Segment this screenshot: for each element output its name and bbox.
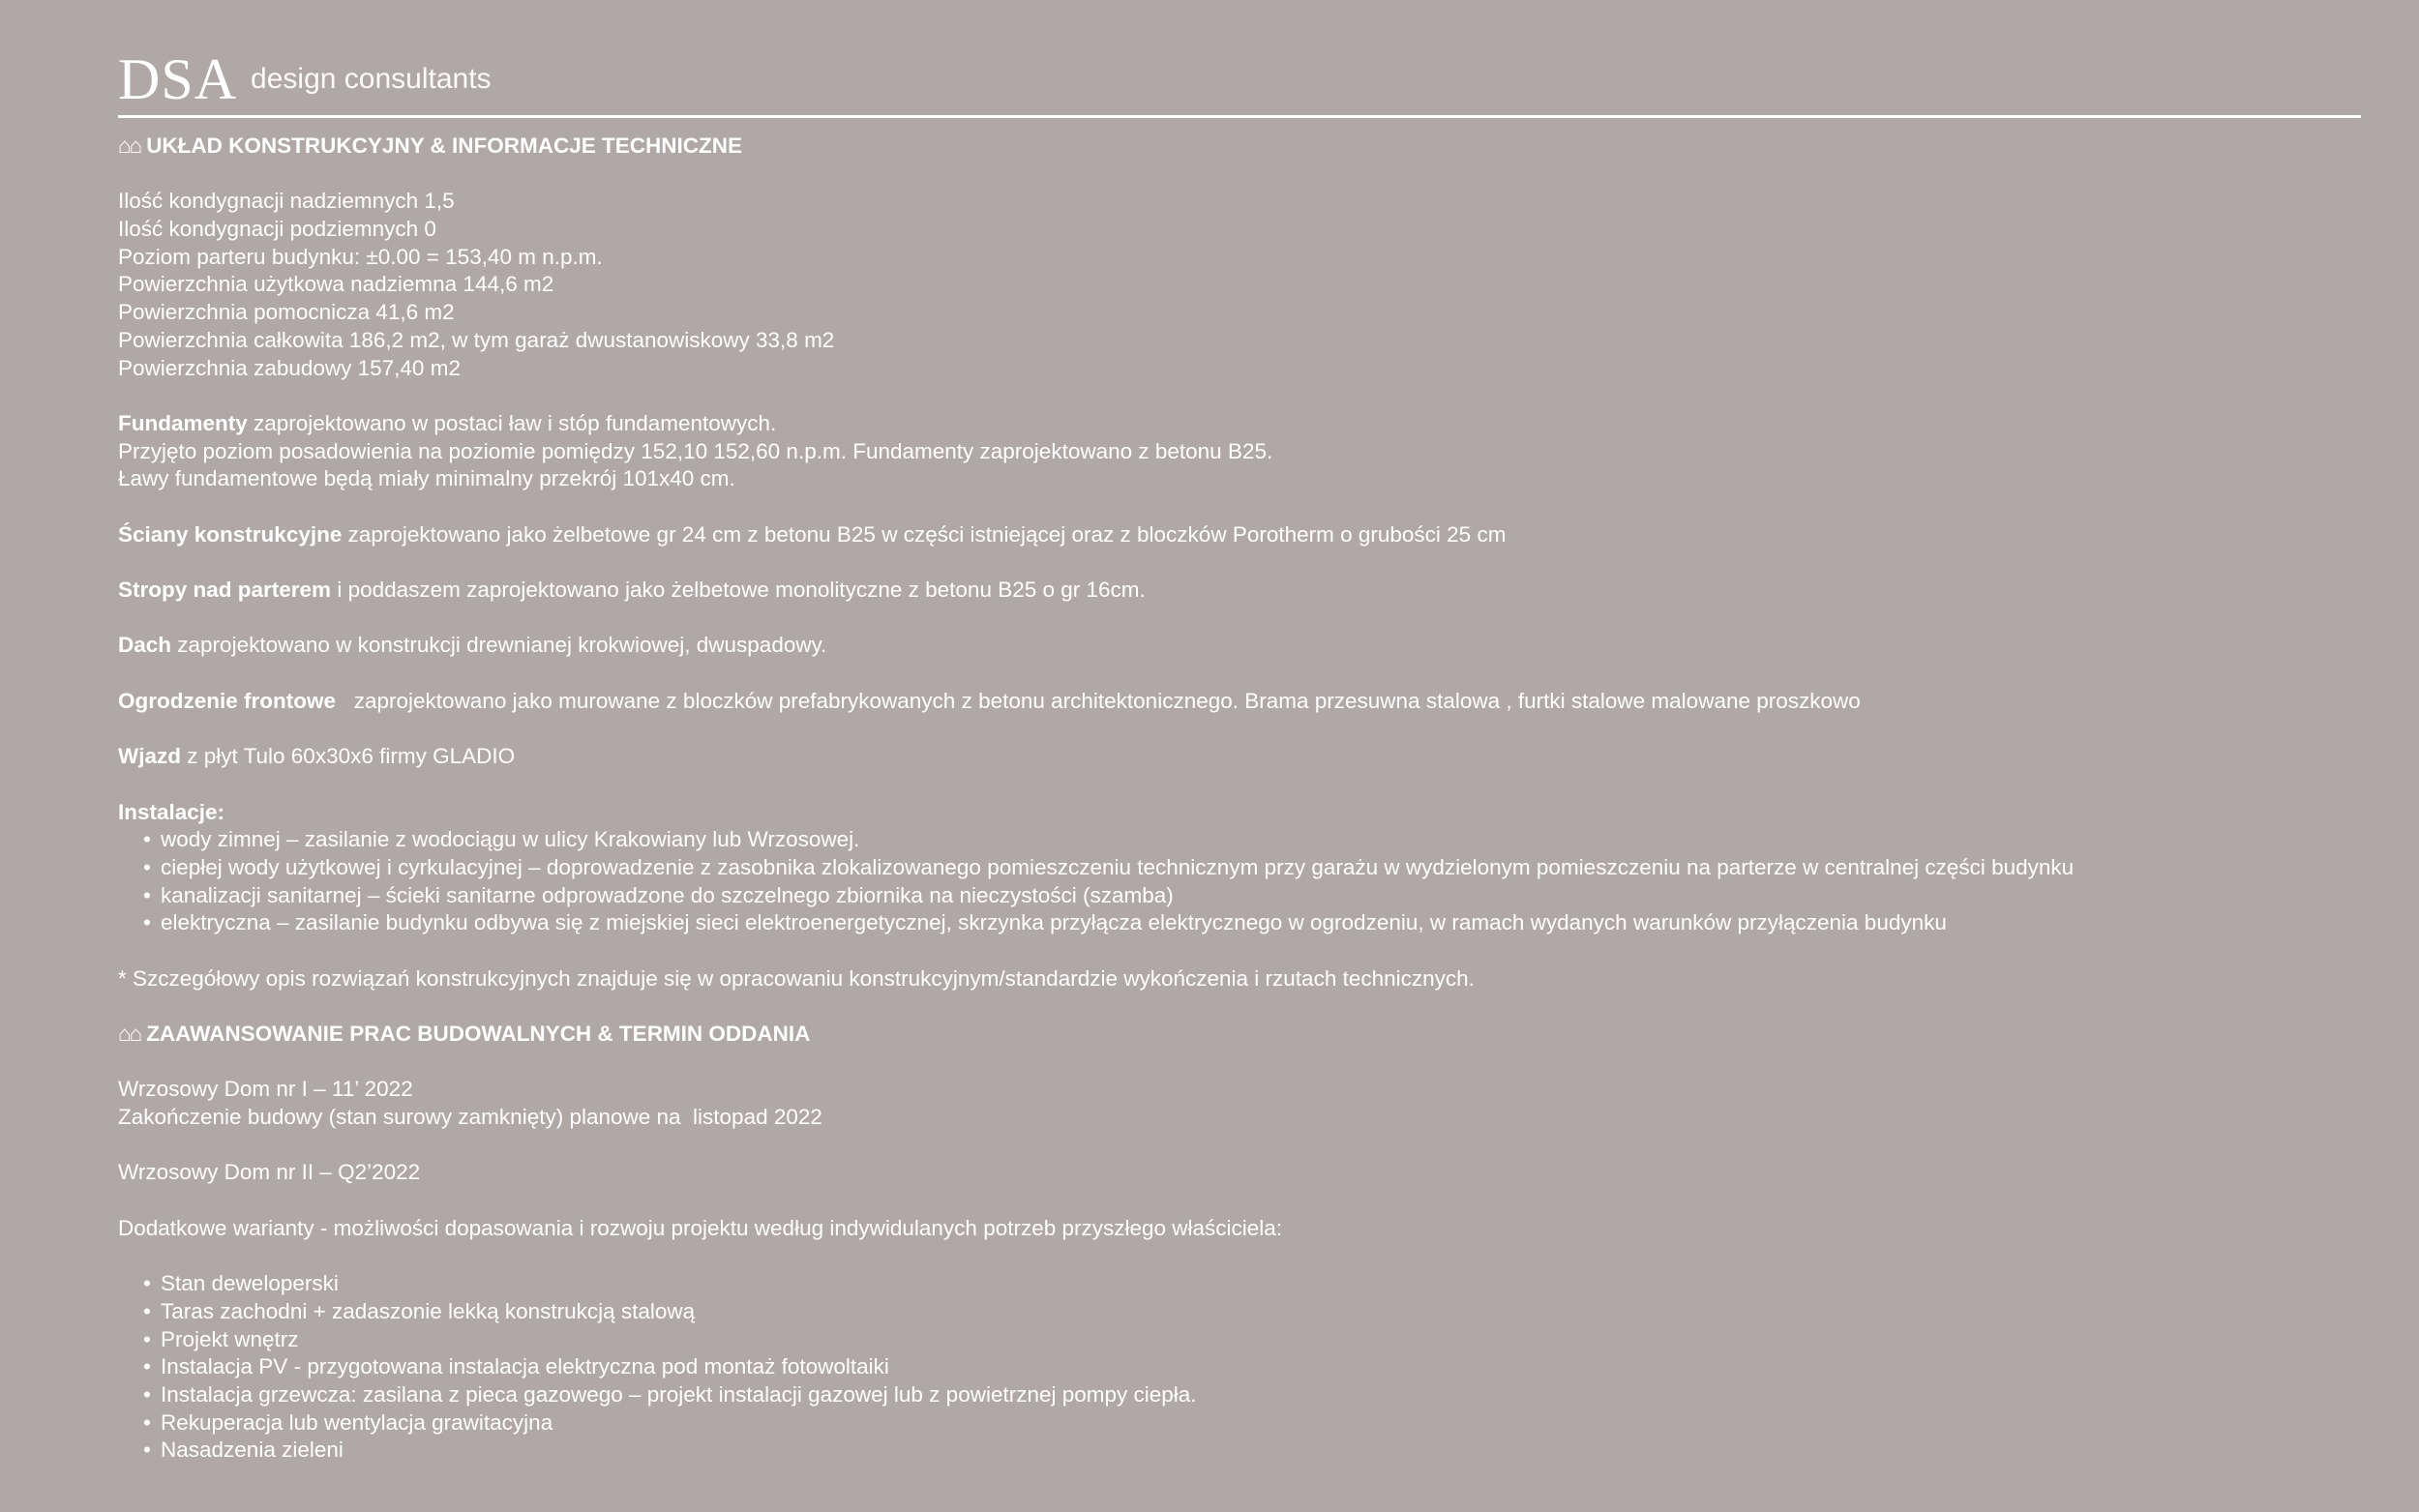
sciany-paragraph <box>118 521 2373 549</box>
spacer <box>118 993 2373 1021</box>
list-item <box>118 1353 2373 1381</box>
list-item-text: Taras zachodni + zadaszonie lekką konstrukcją stalową <box>161 1298 696 1323</box>
fundamenty-line-1 <box>118 410 2373 438</box>
warianty-list <box>118 1270 2373 1465</box>
spacer <box>118 493 2373 521</box>
stat-line: Powierzchnia całkowita 186,2 m2, w tym garaż dwustanowiskowy 33,8 m2 <box>118 327 835 352</box>
list-item <box>118 1270 2373 1298</box>
footnote: * Szczegółowy opis rozwiązań konstrukcyjnych znajduje się w opracowaniu konstrukcyjnym/standardzie wykończenia i rzutach technicznych. <box>118 965 1475 991</box>
list-item <box>118 1298 2373 1326</box>
wjazd-paragraph <box>118 743 2373 771</box>
spacer <box>118 161 2373 189</box>
bullet-icon: • <box>143 910 151 935</box>
spacer <box>118 937 2373 965</box>
wjazd-label: Wjazd <box>118 744 181 769</box>
dom2-title: Wrzosowy Dom nr II – Q2’2022 <box>118 1160 421 1185</box>
dom1-title: Wrzosowy Dom nr I – 11’ 2022 <box>118 1077 413 1102</box>
stropy-text: i poddaszem zaprojektowano jako żelbetowe monolityczne z betonu B25 o gr 16cm. <box>331 578 1146 602</box>
list-item-text: Projekt wnętrz <box>161 1326 299 1351</box>
stat-line: Powierzchnia pomocnicza 41,6 m2 <box>118 300 455 325</box>
bullet-icon: • <box>143 1271 151 1296</box>
house-icon: ⌂⌂ <box>118 133 141 158</box>
spacer <box>118 605 2373 633</box>
bullet-icon: • <box>143 1409 151 1435</box>
ogrodzenie-label: Ogrodzenie frontowe <box>118 688 336 713</box>
list-item <box>118 1409 2373 1438</box>
house-icon: ⌂⌂ <box>118 1022 141 1046</box>
list-item-text: Instalacja grzewcza: zasilana z pieca gazowego – projekt instalacji gazowej lub z powietrznej pompy ciepła. <box>161 1381 1197 1407</box>
spacer <box>118 1243 2373 1271</box>
page-header <box>118 46 2361 116</box>
logo-sub-text: design consultants <box>251 63 492 95</box>
instalacje-list <box>118 826 2373 937</box>
instalacje-label: Instalacje: <box>118 799 225 824</box>
list-item-text: Nasadzenia zieleni <box>161 1438 343 1463</box>
list-item <box>118 1437 2373 1465</box>
fundamenty-paragraph <box>118 410 2373 493</box>
stat-line: Powierzchnia zabudowy 157,40 m2 <box>118 355 461 380</box>
list-item-text: elektryczna – zasilanie budynku odbywa się z miejskiej sieci elektroenergetycznej, skrzynka przyłącza elektrycznego w ogrodzeniu, w ramach wydanych warunków przyłączenia budynku <box>161 910 1947 935</box>
list-item-text: Rekuperacja lub wentylacja grawitacyjna <box>161 1409 553 1435</box>
bullet-icon: • <box>143 882 151 907</box>
spacer <box>118 1049 2373 1077</box>
bullet-icon: • <box>143 1298 151 1323</box>
stat-line: Ilość kondygnacji nadziemnych 1,5 <box>118 189 455 214</box>
list-item <box>118 826 2373 854</box>
bullet-icon: • <box>143 1381 151 1407</box>
document-body <box>118 133 2373 1465</box>
sciany-label: Ściany konstrukcyjne <box>118 521 343 547</box>
section-heading-progress <box>118 1021 2373 1049</box>
section-heading-text: UKŁAD KONSTRUKCYJNY & INFORMACJE TECHNICZNE <box>146 133 743 158</box>
dach-label: Dach <box>118 633 172 658</box>
fundamenty-label: Fundamenty <box>118 410 248 435</box>
fundamenty-line-2: Przyjęto poziom posadowienia na poziomie pomiędzy 152,10 152,60 n.p.m. Fundamenty zaprojektowano z betonu B25. <box>118 438 1273 463</box>
stat-line: Powierzchnia użytkowa nadziemna 144,6 m2 <box>118 272 554 297</box>
fundamenty-text: zaprojektowano w postaci ław i stóp fundamentowych. <box>247 410 777 435</box>
spacer <box>118 548 2373 577</box>
spacer <box>118 1132 2373 1160</box>
ogrodzenie-paragraph <box>118 688 2373 716</box>
list-item <box>118 1326 2373 1354</box>
list-item <box>118 1381 2373 1409</box>
list-item-text: Instalacja PV - przygotowana instalacja elektryczna pod montaż fotowoltaiki <box>161 1354 889 1379</box>
spacer <box>118 660 2373 688</box>
list-item-text: Stan deweloperski <box>161 1271 339 1296</box>
bullet-icon: • <box>143 827 151 852</box>
section-heading-construction <box>118 133 2373 161</box>
bullet-icon: • <box>143 1438 151 1463</box>
list-item-text: kanalizacji sanitarnej – ścieki sanitarne odprowadzone do szczelnego zbiornika na nieczystości (szamba) <box>161 882 1174 907</box>
bullet-icon: • <box>143 1326 151 1351</box>
stropy-label: Stropy nad parterem <box>118 578 332 602</box>
header-divider <box>118 115 2361 118</box>
fundamenty-line-3: Ławy fundamentowe będą miały minimalny przekrój 101x40 cm. <box>118 466 735 491</box>
wjazd-text: z płyt Tulo 60x30x6 firmy GLADIO <box>181 744 516 769</box>
spacer <box>118 715 2373 743</box>
spacer <box>118 382 2373 410</box>
dsa-logo <box>118 46 492 112</box>
spacer <box>118 771 2373 799</box>
bullet-icon: • <box>143 854 151 879</box>
sciany-text: zaprojektowano jako żelbetowe gr 24 cm z betonu B25 w części istniejącej oraz z bloczków Porotherm o grubości 25 cm <box>342 521 1507 547</box>
list-item <box>118 909 2373 937</box>
spacer <box>118 1187 2373 1215</box>
dach-paragraph <box>118 632 2373 660</box>
ogrodzenie-text: zaprojektowano jako murowane z bloczków prefabrykowanych z betonu architektonicznego. Brama przesuwna stalowa , furtki stalowe malowane proszkowo <box>336 688 1861 713</box>
bullet-icon: • <box>143 1354 151 1379</box>
dom1-detail: Zakończenie budowy (stan surowy zamknięty) planowe na listopad 2022 <box>118 1105 822 1130</box>
logo-main-text: DSA <box>118 47 238 111</box>
list-item <box>118 882 2373 910</box>
stat-line: Ilość kondygnacji podziemnych 0 <box>118 217 436 242</box>
warianty-intro: Dodatkowe warianty - możliwości dopasowania i rozwoju projektu według indywidulanych potrzeb przyszłego właściciela: <box>118 1215 1283 1240</box>
dach-text: zaprojektowano w konstrukcji drewnianej krokwiowej, dwuspadowy. <box>171 633 827 658</box>
building-stats-list <box>118 188 2373 382</box>
list-item-text: wody zimnej – zasilanie z wodociągu w ulicy Krakowiany lub Wrzosowej. <box>161 827 860 852</box>
list-item-text: ciepłej wody użytkowej i cyrkulacyjnej – doprowadzenie z zasobnika zlokalizowanego pomieszczeniu technicznym przy garażu w wydzielonym pomieszczeniu na parterze w centralnej części budynku <box>161 854 2075 879</box>
list-item <box>118 854 2373 882</box>
stropy-paragraph <box>118 577 2373 605</box>
stat-line: Poziom parteru budynku: ±0.00 = 153,40 m n.p.m. <box>118 244 603 269</box>
section-heading-text: ZAAWANSOWANIE PRAC BUDOWALNYCH & TERMIN ODDANIA <box>146 1022 811 1046</box>
